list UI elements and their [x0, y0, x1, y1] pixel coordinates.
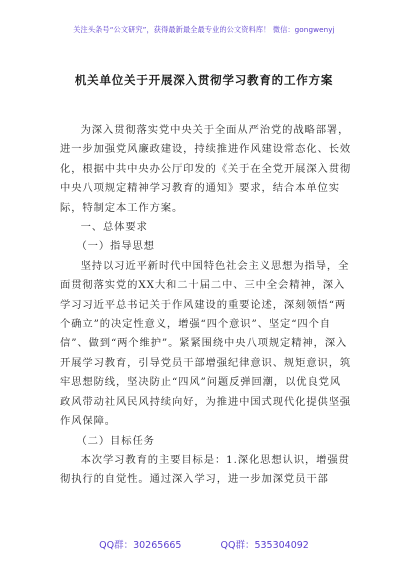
document-title: 机关单位关于开展深入贯彻学习教育的工作方案: [74, 73, 334, 87]
subsection-heading-2: （二）目标任务: [76, 434, 155, 447]
section-heading-1: 一、总体要求: [80, 221, 148, 234]
document-body: [60, 121, 352, 490]
qq-group-2: QQ群：535304092: [220, 540, 309, 551]
objectives-paragraph: 本次学习教育的主要目标是：1.深化思想认识，增强贯彻执行的自觉性。通过深入学习，进一步加深党员干部: [60, 453, 350, 486]
subsection-heading-1: （一）指导思想: [76, 240, 155, 253]
promo-banner-bottom: [0, 537, 408, 551]
promo-banner-top: 关注头条号“公文研究”，获得最新最全最专业的公文资料库！ 微信：gongwenyj: [73, 25, 335, 34]
guiding-thought-paragraph: 坚持以习近平新时代中国特色社会主义思想为指导，全面贯彻落实党的XX大和二十届二中、三中全会精神，深入学习习近平总书记关于作风建设的重要论述，深刻领悟“两个确立”的决定性意义，增强“四个意识”、坚定“四个自信”、做到“两个维护”。紧紧围绕中央八项规定精神，深入开展学习教育，引导党员干部增强纪律意识、规矩意识，筑牢思想防线，坚决防止“四风”问题反弹回潮，以优良党风政风带动社风民风持续向好，为推进中国式现代化提供坚强作风保障。: [60, 259, 352, 428]
qq-group-1: QQ群：30265665: [99, 540, 182, 551]
intro-paragraph: 为深入贯彻落实党中央关于全面从严治党的战略部署，进一步加强党风廉政建设，持续推进作风建设常态化、长效化，根据中共中央办公厅印发的《关于在全党开展深入贯彻中央八项规定精神学习教育的通知》要求，结合本单位实际，特制定本工作方案。: [60, 124, 352, 214]
